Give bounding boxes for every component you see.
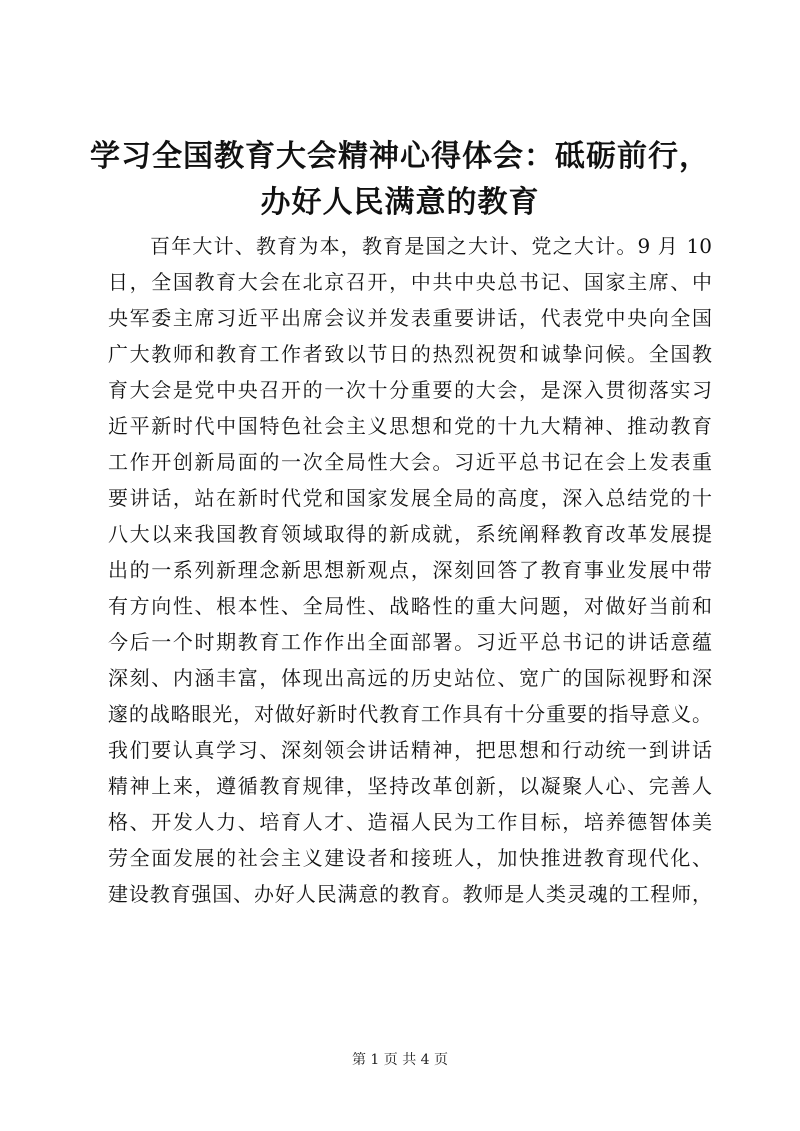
title-line-1: 学习全国教育大会精神心得体会：砥砺前行， [90,139,710,174]
body-line: 广大教师和教育工作者致以节日的热烈祝贺和诚挚问候。全国教 [108,342,712,366]
body-line: 有方向性、根本性、全局性、战略性的重大问题，对做好当前和 [108,594,712,618]
body-line: 育大会是党中央召开的一次十分重要的大会，是深入贯彻落实习 [108,378,712,402]
body-line: 出的一系列新理念新思想新观点，深刻回答了教育事业发展中带 [108,558,712,582]
body-line: 建设教育强国、办好人民满意的教育。教师是人类灵魂的工程师， [108,882,712,906]
document-title [90,134,710,226]
body-line: 日，全国教育大会在北京召开，中共中央总书记、国家主席、中 [108,270,712,294]
body-line: 精神上来，遵循教育规律，坚持改革创新，以凝聚人心、完善人 [108,774,712,798]
page-footer: 第 1 页 共 4 页 [351,1052,449,1068]
body-line: 邃的战略眼光，对做好新时代教育工作具有十分重要的指导意义。 [108,702,712,726]
body-line: 工作开创新局面的一次全局性大会。习近平总书记在会上发表重 [108,450,712,474]
body-line: 我们要认真学习、深刻领会讲话精神，把思想和行动统一到讲话 [108,738,712,762]
body-line: 要讲话，站在新时代党和国家发展全局的高度，深入总结党的十 [108,486,712,510]
body-line: 深刻、内涵丰富，体现出高远的历史站位、宽广的国际视野和深 [108,666,712,690]
body-paragraph [108,228,712,912]
body-line: 八大以来我国教育领域取得的新成就，系统阐释教育改革发展提 [108,522,712,546]
body-line: 百年大计、教育为本，教育是国之大计、党之大计。9 月 10 [150,234,712,258]
body-line: 央军委主席习近平出席会议并发表重要讲话，代表党中央向全国 [108,306,712,330]
body-line: 格、开发人力、培育人才、造福人民为工作目标，培养德智体美 [108,810,712,834]
body-line: 近平新时代中国特色社会主义思想和党的十九大精神、推动教育 [108,414,712,438]
body-line: 今后一个时期教育工作作出全面部署。习近平总书记的讲话意蕴 [108,630,712,654]
body-line: 劳全面发展的社会主义建设者和接班人，加快推进教育现代化、 [108,846,712,870]
title-line-2: 办好人民满意的教育 [260,185,540,220]
